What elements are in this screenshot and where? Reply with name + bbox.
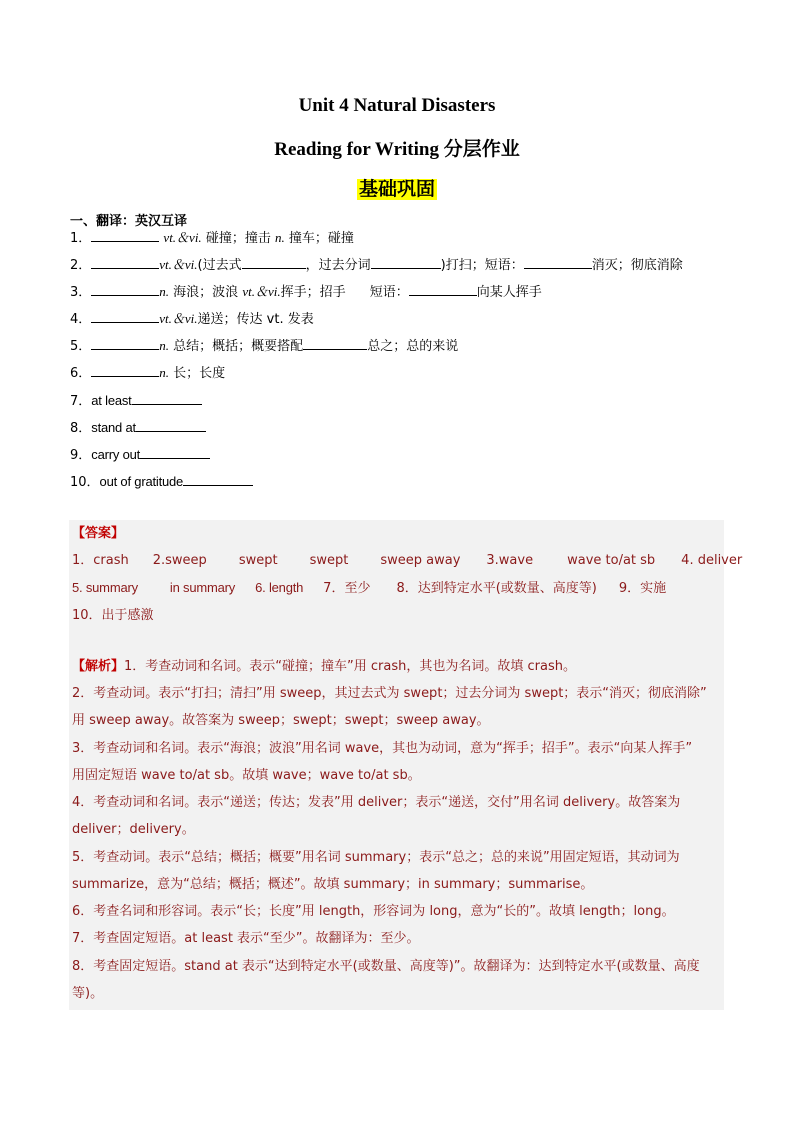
question-number: 1．	[70, 231, 92, 246]
analysis-line-6: 4．考查动词和名词。表示“递送；传达；发表”用 deliver；表示“递送，交付”用名词 delivery。故答案为	[72, 795, 681, 810]
question-text: 挥手；招手	[280, 285, 346, 300]
answer-blank[interactable]	[409, 283, 477, 296]
answer-item: 2.sweep	[152, 553, 207, 568]
answer-blank[interactable]	[91, 310, 159, 323]
answer-item: 3.wave	[486, 553, 534, 568]
answer-item: 6. length	[255, 580, 304, 595]
question-number: 4．	[70, 312, 92, 327]
pos-label: n.	[159, 338, 170, 353]
section-heading: 一、翻译：英汉互译	[70, 214, 188, 229]
answer-tag	[72, 525, 124, 543]
question-text: 长；长度	[173, 366, 226, 381]
question-number: 9．	[70, 448, 92, 463]
answer-blank[interactable]	[140, 446, 210, 459]
level-heading-text: 基础巩固	[358, 179, 435, 200]
question-text: 海浪；波浪	[173, 285, 239, 300]
analysis-line-1: 【解析】1．考查动词和名词。表示“碰撞；撞车”用 crash，其也为名词。故填 crash。	[72, 659, 576, 674]
answer-item: sweep away	[380, 553, 461, 568]
answer-item: in summary	[169, 580, 236, 595]
question-text: (过去式	[197, 258, 242, 273]
question-text: 碰撞；撞击	[205, 231, 271, 246]
pos-label: vt.＆vi.	[242, 284, 281, 299]
pos-label: vt.＆vi.	[159, 257, 198, 272]
answer-blank[interactable]	[303, 337, 367, 350]
question-text: stand at	[91, 420, 136, 435]
question-5	[70, 337, 458, 356]
answer-row-3	[72, 607, 154, 625]
analysis-line-11: 7．考查固定短语。at least 表示“至少”。故翻译为：至少。	[72, 931, 420, 946]
question-number: 5．	[70, 339, 92, 354]
question-10	[70, 473, 253, 492]
question-text: carry out	[91, 447, 141, 462]
question-text: 总结；概括；概要搭配	[173, 339, 304, 354]
question-text: at least	[91, 393, 132, 408]
pos-label: vt.＆vi.	[163, 230, 202, 245]
answer-blank[interactable]	[371, 256, 441, 269]
answer-item: 5. summary	[72, 580, 138, 595]
answer-row-1	[72, 552, 742, 570]
answer-blank[interactable]	[91, 364, 159, 377]
answer-label: 【答案】	[72, 526, 125, 541]
analysis-line-3: 用 sweep away。故答案为 sweep；swept；swept；sweep away。	[72, 713, 490, 728]
question-number: 7．	[70, 394, 92, 409]
analysis-label: 【解析】	[72, 659, 125, 674]
answer-blank[interactable]	[91, 337, 159, 350]
question-text: ，过去分词	[305, 258, 371, 273]
answer-item: swept	[309, 553, 349, 568]
pos-label: vt.＆vi.	[159, 311, 198, 326]
analysis-line-13: 等)。	[72, 986, 104, 1001]
question-number: 3．	[70, 285, 92, 300]
question-text: 向某人挥手	[476, 285, 542, 300]
answer-blank[interactable]	[91, 283, 159, 296]
question-text: )打扫；短语：	[440, 258, 524, 273]
answer-item: 9．实施	[618, 581, 667, 596]
analysis-line-7: deliver；delivery。	[72, 822, 195, 837]
question-text: 短语：	[369, 285, 409, 300]
answer-item: 7．至少	[323, 581, 371, 596]
analysis-line-9: summarize，意为“总结；概括；概述”。故填 summary；in summary；summarise。	[72, 877, 594, 892]
answer-blank[interactable]	[136, 419, 206, 432]
question-6	[70, 364, 225, 383]
question-text: 撞车；碰撞	[288, 231, 354, 246]
answer-item: 1．crash	[72, 553, 129, 568]
question-8	[70, 419, 206, 438]
question-number: 8．	[70, 421, 92, 436]
analysis-line-4: 3．考查动词和名词。表示“海浪；波浪”用名词 wave，其也为动词，意为“挥手；招手”。表示“向某人挥手”	[72, 741, 693, 756]
question-text: 递送；传达 vt. 发表	[197, 312, 314, 327]
question-7	[70, 392, 202, 411]
question-number: 6．	[70, 366, 92, 381]
pos-label: n.	[274, 230, 285, 245]
question-text: 总之；总的来说	[367, 339, 459, 354]
answer-row-2	[72, 579, 666, 598]
analysis-line-8: 5．考查动词。表示“总结；概括；概要”用名词 summary；表示“总之；总的来说”用固定短语，其动词为	[72, 850, 680, 865]
answer-blank[interactable]	[91, 229, 159, 242]
question-text: out of gratitude	[99, 474, 184, 489]
answer-item: wave to/at sb	[567, 553, 656, 568]
analysis-line-12: 8．考查固定短语。stand at 表示“达到特定水平(或数量、高度等)”。故翻译为：达到特定水平(或数量、高度	[72, 959, 700, 974]
question-4	[70, 310, 314, 329]
pos-label: n.	[159, 365, 170, 380]
analysis-line-10: 6．考查名词和形容词。表示“长；长度”用 length，形容词为 long，意为“长的”。故填 length；long。	[72, 904, 675, 919]
question-text: 消灭；彻底消除	[591, 258, 683, 273]
answer-blank[interactable]	[524, 256, 592, 269]
pos-label: n.	[159, 284, 170, 299]
question-3	[70, 283, 542, 302]
page-title: Unit 4 Natural Disasters	[298, 95, 496, 116]
question-number: 2．	[70, 258, 92, 273]
question-number: 10．	[70, 475, 100, 490]
answer-item: swept	[238, 553, 278, 568]
answer-blank[interactable]	[242, 256, 306, 269]
answer-blank[interactable]	[183, 473, 253, 486]
answer-item: 4. deliver	[681, 553, 743, 568]
question-9	[70, 446, 210, 465]
question-2	[70, 256, 683, 275]
level-heading	[0, 174, 794, 201]
page-subtitle: Reading for Writing 分层作业	[274, 139, 520, 160]
question-1	[70, 229, 354, 248]
answer-blank[interactable]	[91, 256, 159, 269]
analysis-line-2: 2．考查动词。表示“打扫；清扫”用 sweep，其过去式为 swept；过去分词为 swept；表示“消灭；彻底消除”	[72, 686, 707, 701]
answer-item: 8．达到特定水平(或数量、高度等)	[396, 581, 597, 596]
analysis-line-5: 用固定短语 wave to/at sb。故填 wave；wave to/at sb。	[72, 768, 421, 783]
answer-item: 10．出于感激	[72, 608, 154, 623]
answer-blank[interactable]	[132, 392, 202, 405]
